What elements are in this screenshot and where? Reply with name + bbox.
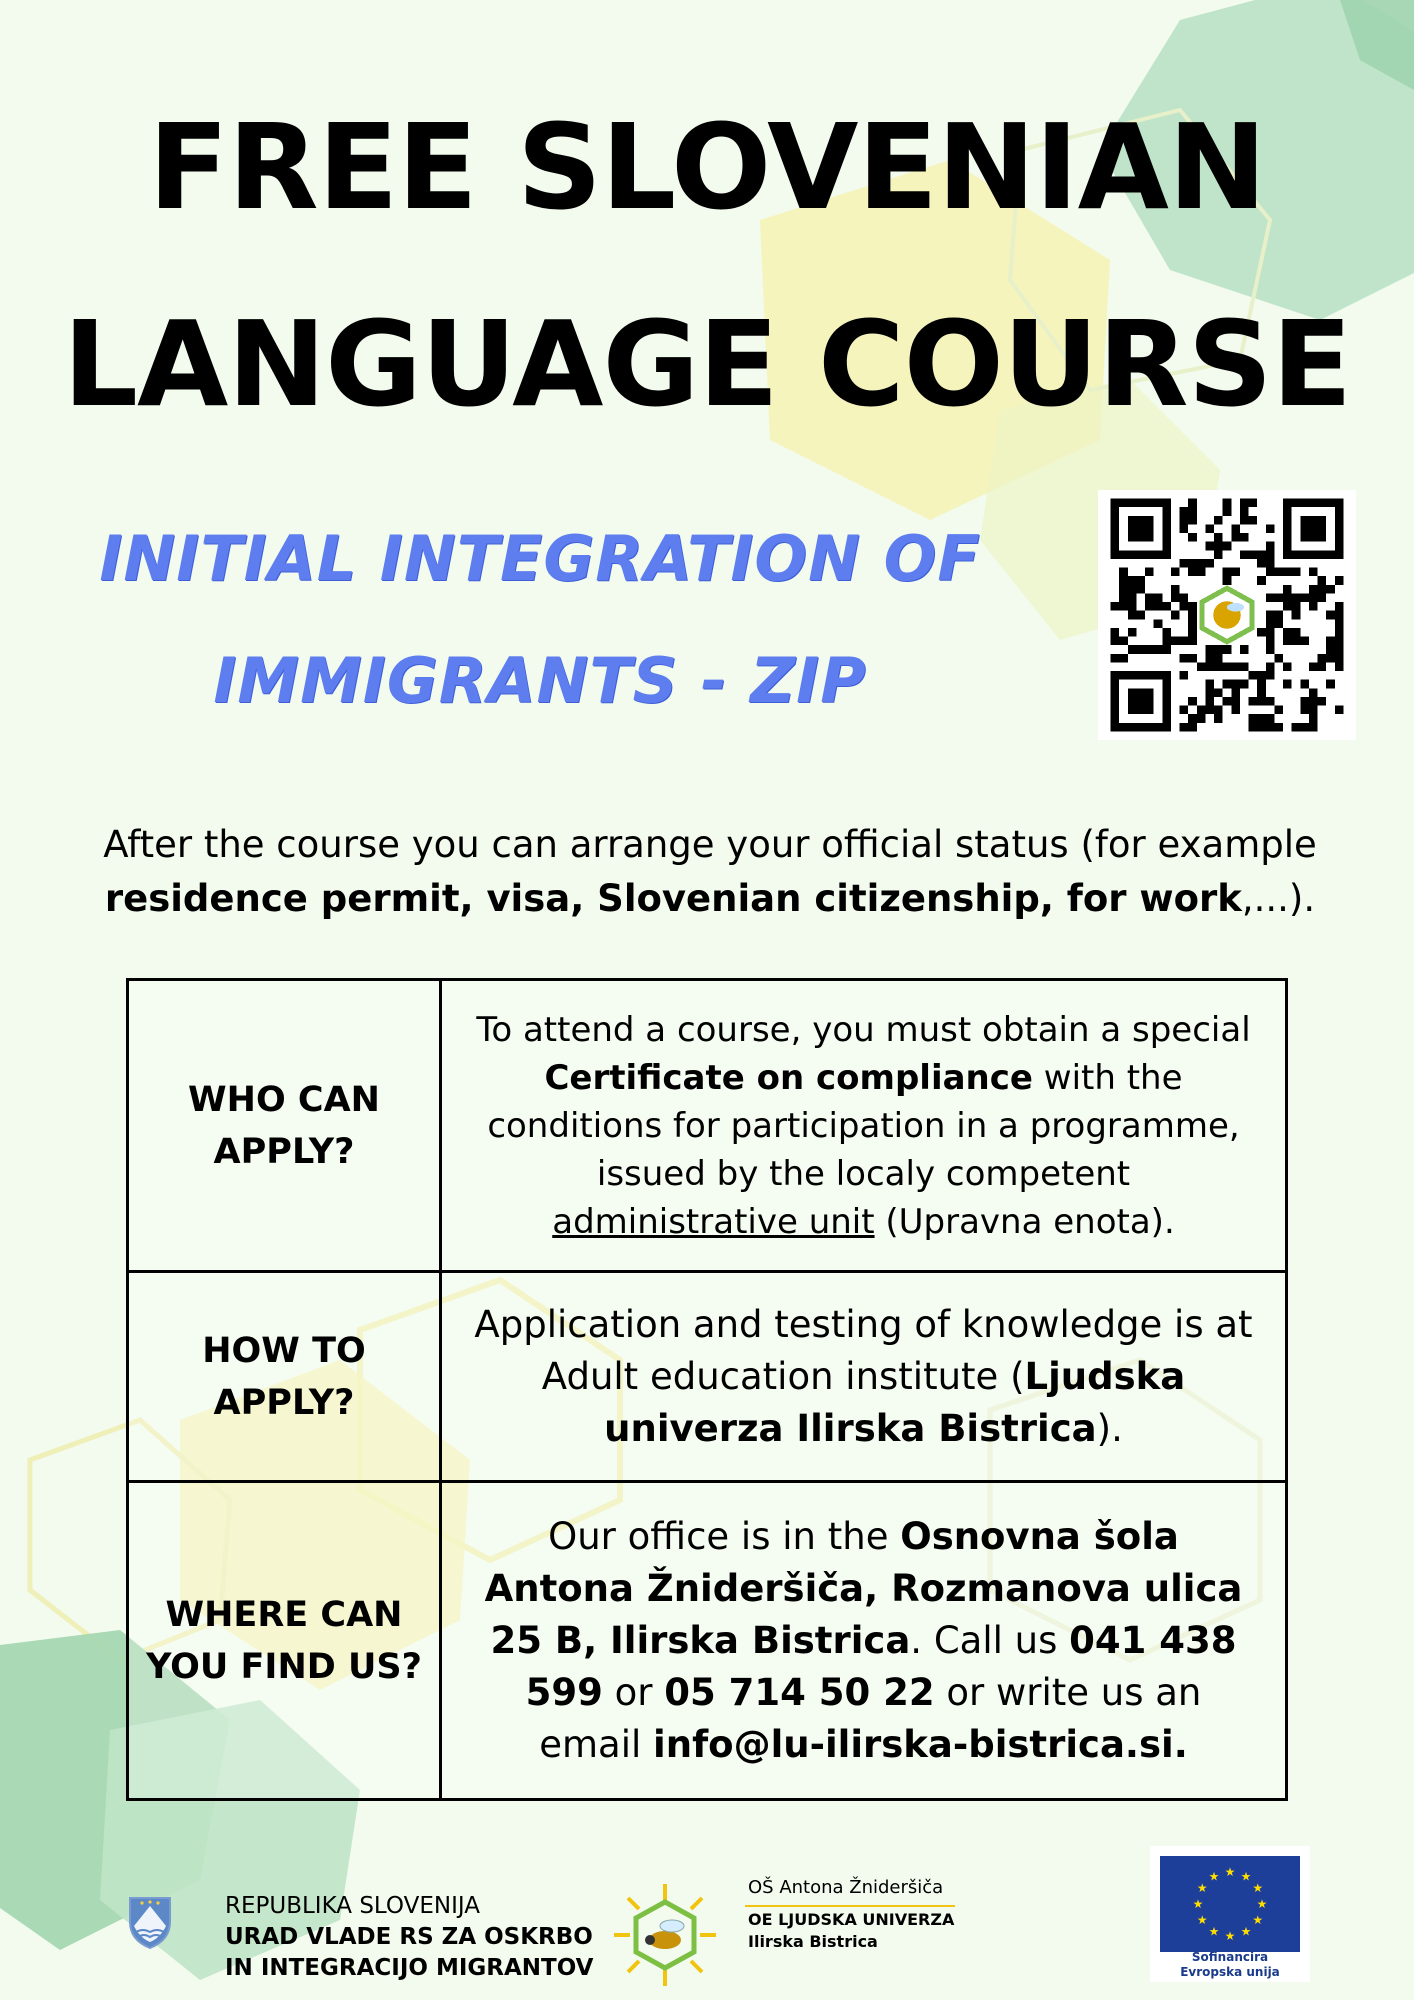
eu-star: ★ [1208,1924,1220,1939]
government-office-text [225,1891,593,1984]
where-address: Osnovna šola Antona Žnideršiča, Rozmanova ulica 25 B, Ilirska Bistrica [484,1514,1243,1662]
table-row-who [128,980,1287,1272]
who-label-line-1: WHO CAN [188,1079,380,1120]
who-label [128,980,441,1272]
info-table [126,978,1288,1801]
qr-code[interactable] [1098,490,1356,740]
eu-star: ★ [1252,1881,1264,1895]
where-text-4: or write us an email [539,1670,1202,1766]
who-description [441,980,1287,1272]
phone-1[interactable]: 041 438 599 [525,1618,1237,1714]
where-label-line-1: WHERE CAN [165,1594,403,1635]
where-text-2: . Call us [910,1618,1070,1662]
how-bold-1: Ljudska univerza Ilirska Bistrica [604,1354,1186,1450]
page-title-line-2: LANGUAGE COURSE [62,295,1352,433]
intro-paragraph [80,818,1340,926]
who-bold-1: Certificate on compliance [544,1057,1033,1098]
eu-star: ★ [1224,1865,1236,1879]
eu-star: ★ [1192,1897,1204,1911]
eu-star: ★ [1240,1869,1252,1884]
table-row-where [128,1482,1287,1800]
eu-star: ★ [1196,1913,1208,1927]
who-text-1: To attend a course, you must obtain a special [476,1009,1251,1050]
who-text-2: with the conditions for participation in a programme, issued by the localy competent [487,1057,1240,1194]
eu-star: ★ [1256,1897,1268,1911]
intro-bold: residence permit, visa, Slovenian citizenship, for work [104,877,1242,920]
eu-cofinanced-label [1150,1950,1310,1980]
school-line-3: Ilirska Bistrica [748,1932,878,1951]
how-text-1: Application and testing of knowledge is at Adult education institute ( [474,1302,1253,1398]
school-line-1: OŠ Antona Žnideršiča [748,1877,944,1898]
gov-line-2: URAD VLADE RS ZA OSKRBO [225,1924,593,1950]
subtitle-line-2: IMMIGRANTS - ZIP [213,644,867,717]
how-description [441,1272,1287,1482]
coat-of-arms-icon [126,1892,174,1950]
intro-text-2: ,...). [1241,877,1316,920]
where-description [441,1482,1287,1800]
school-line-2: OE LJUDSKA UNIVERZA [748,1910,955,1929]
how-label-line-2: APPLY? [213,1382,355,1423]
eu-line-1: Sofinancira [1191,1950,1269,1964]
eu-star: ★ [1252,1913,1264,1927]
intro-text-1: After the course you can arrange your official status (for example [103,823,1317,866]
where-text-5: . [1173,1722,1188,1766]
how-label [128,1272,441,1482]
administrative-unit-link[interactable]: administrative unit [552,1201,875,1242]
gov-line-1: REPUBLIKA SLOVENIJA [225,1893,480,1919]
where-text-3: or [602,1670,665,1714]
who-text-3: (Upravna enota). [874,1201,1175,1242]
page-title-line-1: FREE SLOVENIAN [148,98,1266,236]
where-label [128,1482,441,1800]
how-text-2: ). [1096,1406,1123,1450]
eu-star: ★ [1224,1929,1236,1943]
eu-star: ★ [1240,1924,1252,1939]
how-label-line-1: HOW TO [202,1330,366,1371]
phone-2[interactable]: 05 714 50 22 [664,1670,935,1714]
eu-line-2: Evropska unija [1180,1965,1280,1979]
table-row-how [128,1272,1287,1482]
subtitle-line-1: INITIAL INTEGRATION OF [99,522,981,595]
email-link[interactable]: info@lu-ilirska-bistrica.si [653,1722,1174,1766]
where-label-line-2: YOU FIND US? [146,1646,422,1687]
eu-star: ★ [1208,1869,1220,1884]
bee-hexagon-logo [610,1880,720,1990]
eu-star: ★ [1196,1881,1208,1895]
gov-line-3: IN INTEGRACIJO MIGRANTOV [225,1955,594,1981]
where-text-1: Our office is in the [548,1514,901,1558]
school-text [748,1877,955,1953]
who-label-line-2: APPLY? [213,1131,355,1172]
